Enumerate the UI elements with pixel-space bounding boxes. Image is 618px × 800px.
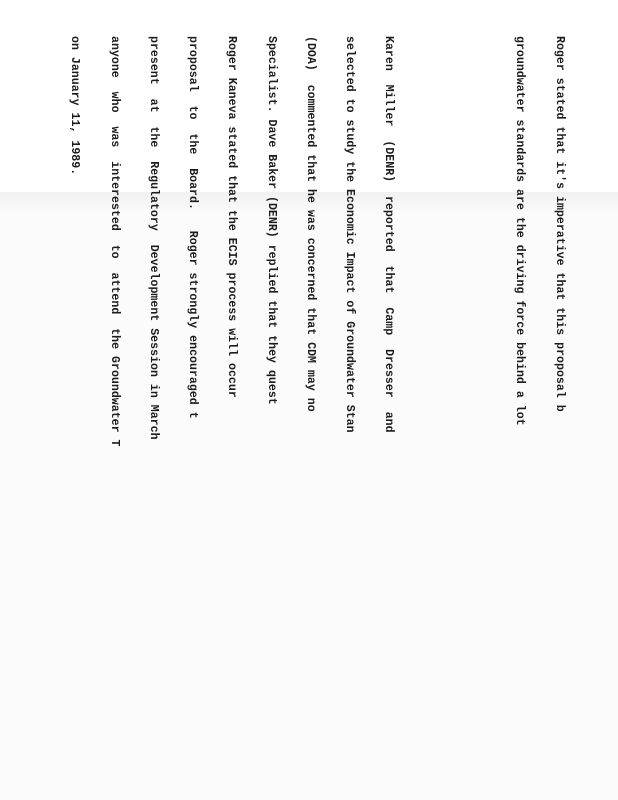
text-line: on January 11, 1989. (68, 36, 82, 176)
text-line: Roger stated that it's imperative that this proposal b (552, 36, 566, 412)
rotated-document-text (13, 36, 618, 596)
text-line: Karen Miller (DENR) reported that Camp Dresser and (382, 36, 396, 433)
text-line: selected to study the Economic Impact of Groundwater Stan (343, 36, 357, 433)
text-line: (DOA) commented that he was concerned that CDM may no (303, 36, 317, 412)
text-line: Roger Kaneva stated that the ECIS process will occur (225, 36, 239, 398)
text-line: Specialist. Dave Baker (DENR) replied that they quest (264, 36, 278, 405)
text-line: anyone who was interested to attend the Groundwater T (107, 36, 121, 447)
miller-paragraph (42, 36, 422, 596)
text-line: present at the Regulatory Development Session in March (146, 36, 160, 440)
text-line: groundwater standards are the driving force behind a lot (513, 36, 527, 426)
text-line: proposal to the Board. Roger strongly encouraged t (186, 36, 200, 419)
intro-paragraph (487, 36, 592, 596)
